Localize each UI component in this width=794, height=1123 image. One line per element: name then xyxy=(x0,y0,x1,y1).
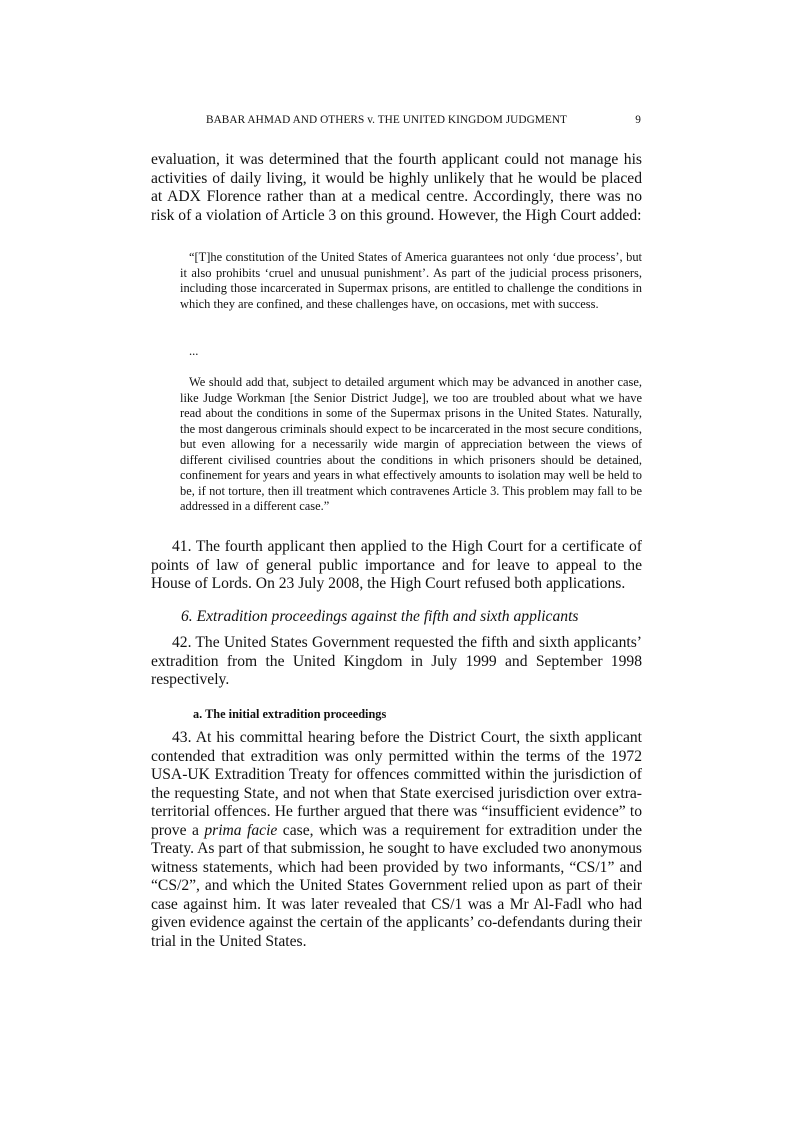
paragraph-41 xyxy=(151,538,642,594)
italic-term: prima facie xyxy=(204,821,278,839)
paragraph-text: 42. The United States Government requested the fifth and sixth applicants’ extradition from the United Kingdom in July 1999 and September 1998 respectively. xyxy=(151,634,642,689)
paragraph-42 xyxy=(151,634,642,690)
paragraph-40-continuation xyxy=(151,151,642,225)
page-number: 9 xyxy=(635,114,641,126)
paragraph-text-part: 43. At his committal hearing before the District Court, the sixth applicant contended that extradition was only permitted within the terms of the 1972 USA-UK Extradition Treaty for offences committed within the jurisdiction of the requesting State, and not when that State exercised jurisdiction over extra-territorial offences. He further argued that there was “insufficient evidence” to prove a xyxy=(151,729,642,839)
section-heading-6: 6. Extradition proceedings against the fifth and sixth applicants xyxy=(181,608,579,625)
block-quote-1 xyxy=(180,250,642,312)
quote-text: We should add that, subject to detailed argument which may be advanced in another case, like Judge Workman [the Senior District Judge], we too are troubled about what we have read about the conditions in some of the Supermax prisons in the United States. Naturally, the most dangerous criminals should expect to be incarcerated in the most secure conditions, but even allowing for a necessarily wide margin of appreciation between the views of different civilised countries about the conditions in which prisoners should be detained, confinement for years and years in what effectively amounts to isolation may well be held to be, if not torture, then ill treatment which contravenes Article 3. This problem may fall to be addressed in a different case.” xyxy=(180,375,642,513)
subsection-heading-a: a. The initial extradition proceedings xyxy=(193,707,387,721)
quote-ellipsis: ... xyxy=(189,344,199,358)
paragraph-text xyxy=(151,729,642,952)
paragraph-text: evaluation, it was determined that the fourth applicant could not manage his activities of daily living, it would be highly unlikely that he would be placed at ADX Florence rather than at a medical centre. Accordingly, there was no risk of a violation of Article 3 on this ground. However, the High Court added: xyxy=(151,151,642,224)
paragraph-text-part: case, which was a requirement for extradition under the Treaty. As part of that submission, he sought to have excluded two anonymous witness statements, which had been provided by two informants, “CS/1” and “CS/2”, and which the United States Government relied upon as part of their case against him. It was later revealed that CS/1 was a Mr Al-Fadl who had given evidence against the certain of the applicants’ co-defendants during their trial in the United States. xyxy=(151,821,642,951)
block-quote-2 xyxy=(180,375,642,515)
paragraph-43 xyxy=(151,729,642,952)
running-header xyxy=(151,114,641,130)
quote-text: “[T]he constitution of the United States of America guarantees not only ‘due process’, but it also prohibits ‘cruel and unusual punishment’. As part of the judicial process prisoners, including those incarcerated in Supermax prisons, are entitled to challenge the conditions in which they are confined, and these challenges have, on occasions, met with success. xyxy=(180,250,642,311)
running-title: BABAR AHMAD AND OTHERS v. THE UNITED KINGDOM JUDGMENT xyxy=(206,114,568,126)
paragraph-text: 41. The fourth applicant then applied to the High Court for a certificate of points of law of general public importance and for leave to appeal to the House of Lords. On 23 July 2008, the High Court refused both applications. xyxy=(151,538,642,593)
